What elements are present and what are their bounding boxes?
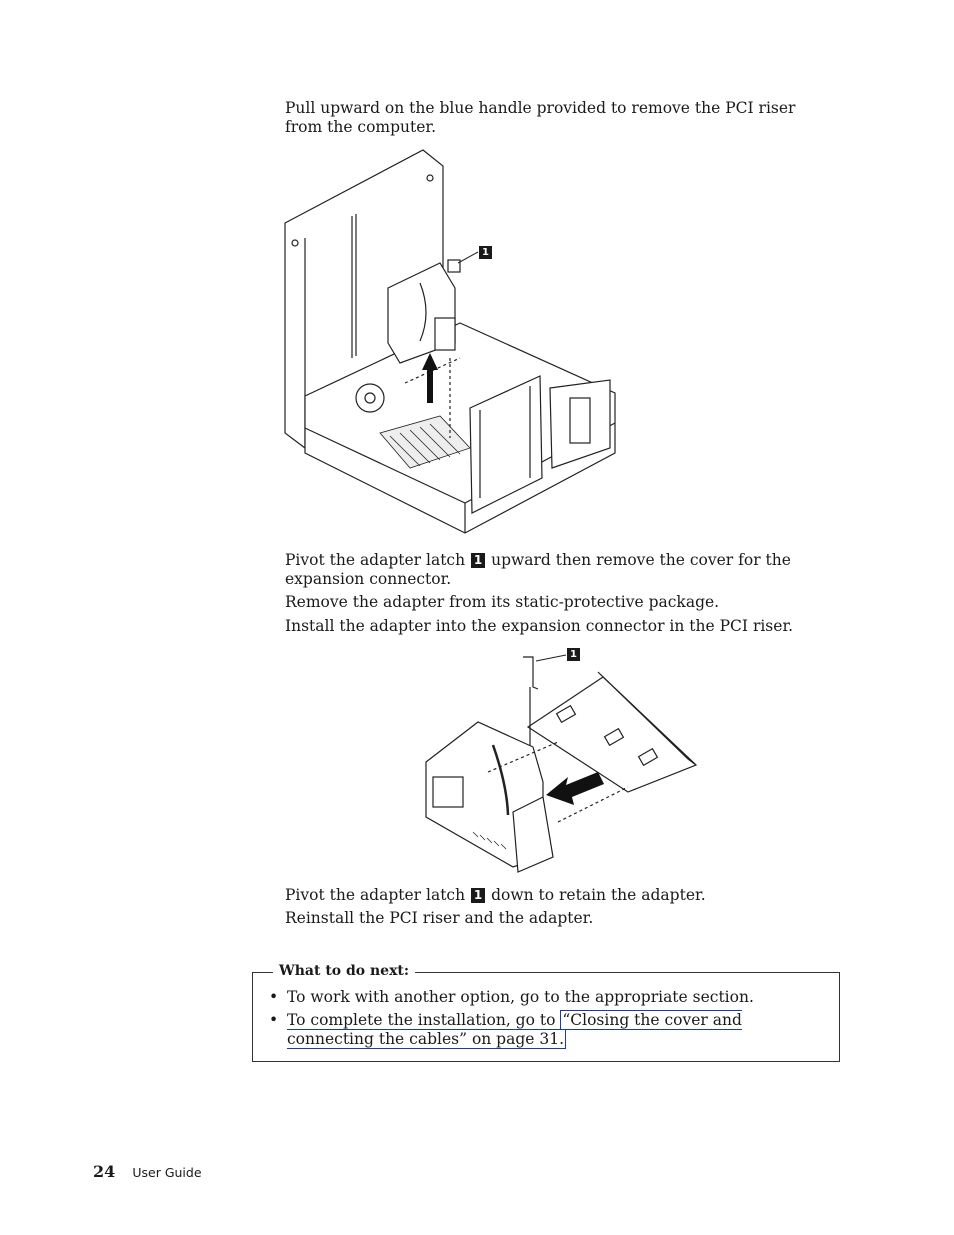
list-item: • To complete the installation, go to “Closing the cover and connecting the cables” on page 31. — [269, 1011, 742, 1048]
next-title: What to do next: — [273, 963, 415, 979]
step-remove-package: Remove the adapter from its static-protective package. — [285, 593, 720, 611]
step-remove-riser: Pull upward on the blue handle provided to remove the PCI riser from the computer. — [285, 99, 796, 136]
riser-removal-illustration — [280, 148, 625, 540]
step-pivot-latch-down: Pivot the adapter latch 1 down to retain the adapter. — [285, 886, 706, 904]
bullet: • — [269, 1011, 279, 1029]
adapter-install-illustration — [418, 647, 703, 877]
list-item: • To work with another option, go to the appropriate section. — [269, 988, 754, 1006]
figure2-callout-1: 1 — [567, 648, 580, 661]
page-number: 24 — [93, 1162, 116, 1181]
step-pivot-latch-up: Pivot the adapter latch 1 upward then remove the cover for the expansion connector. — [285, 551, 791, 588]
callout-1: 1 — [471, 888, 485, 903]
step-reinstall-riser: Reinstall the PCI riser and the adapter. — [285, 909, 594, 927]
callout-1: 1 — [471, 553, 485, 568]
document-title: User Guide — [132, 1165, 202, 1180]
bullet: • — [269, 988, 279, 1006]
what-to-do-next-box — [252, 963, 840, 1062]
page-footer — [93, 1162, 202, 1181]
step-install-adapter: Install the adapter into the expansion connector in the PCI riser. — [285, 617, 794, 635]
closing-cover-link[interactable]: “Closing the cover and connecting the cables” on page 31. — [287, 1011, 742, 1048]
next-list — [269, 988, 829, 1053]
figure1-callout-1: 1 — [479, 246, 492, 259]
